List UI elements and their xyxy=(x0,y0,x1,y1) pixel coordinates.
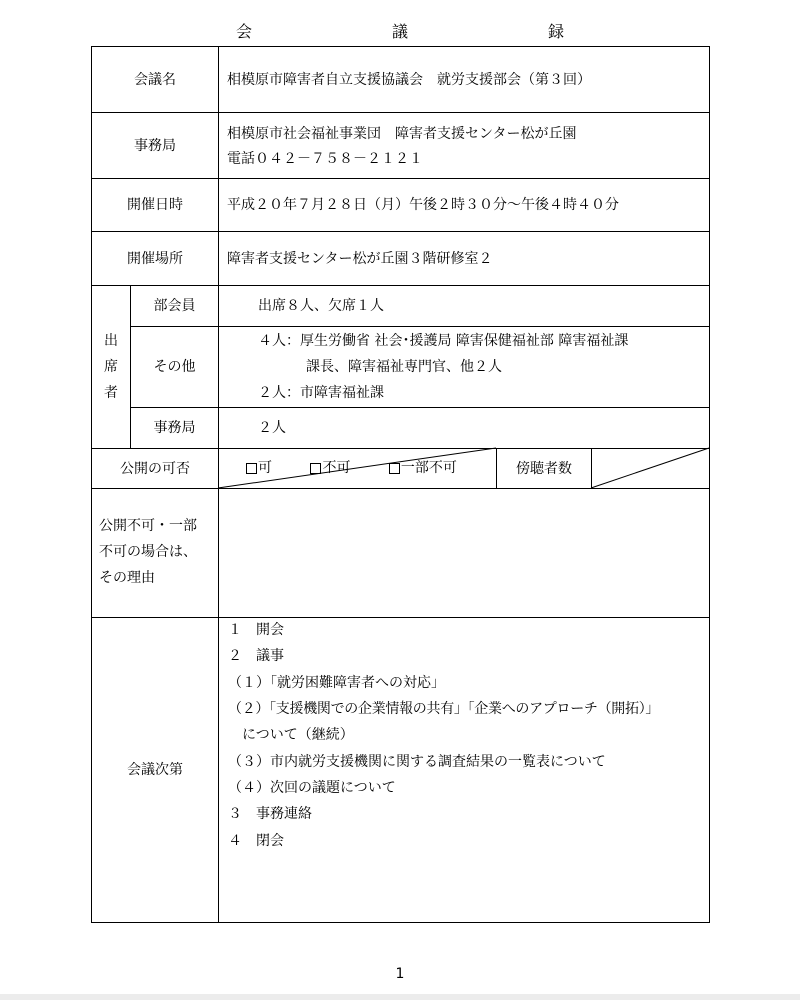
reason-label-line1: 公開不可・一部 xyxy=(99,518,197,534)
place-label: 開催場所 xyxy=(127,250,183,267)
agenda-label: 会議次第 xyxy=(127,762,183,778)
agenda-item-5: について（継続） xyxy=(228,727,354,743)
checkbox-icon xyxy=(389,463,400,474)
attendees-char-1: 出 xyxy=(104,333,118,349)
secretariat-phone: 電話０４２－７５８－２１２１ xyxy=(227,151,423,167)
members-value: 出席８人、欠席１人 xyxy=(258,298,384,314)
office-label: 事務局 xyxy=(153,420,196,436)
page-number: 1 xyxy=(395,966,405,982)
others-line1: ４人：厚生労働省 社会･援護局 障害保健福祉部 障害福祉課 xyxy=(258,333,629,349)
attendees-char-3: 者 xyxy=(104,385,118,401)
option-not-allowed[interactable]: 不可 xyxy=(310,458,350,478)
page-title: 会 議 録 xyxy=(235,22,626,41)
meeting-name-label: 会議名 xyxy=(134,71,176,88)
meeting-name-value: 相模原市障害者自立支援協議会 就労支援部会（第３回） xyxy=(227,71,591,88)
agenda-item-9: ４ 閉会 xyxy=(228,833,284,849)
attendees-char-2: 席 xyxy=(104,359,118,375)
date-label: 開催日時 xyxy=(127,197,183,213)
reason-label-line2: 不可の場合は、 xyxy=(99,544,197,560)
members-label: 部会員 xyxy=(153,298,196,314)
attendees-group-label xyxy=(92,286,130,448)
agenda-item-6: （３）市内就労支援機関に関する調査結果の一覧表について xyxy=(228,754,606,770)
disclosure-label: 公開の可否 xyxy=(120,460,190,477)
others-line3: ２人：市障害福祉課 xyxy=(258,385,384,401)
agenda-item-7: （４）次回の議題について xyxy=(228,780,396,796)
disclosure-options xyxy=(246,458,496,480)
reason-label-line3: その理由 xyxy=(99,570,155,586)
footer-bar xyxy=(0,994,800,1000)
checkbox-icon xyxy=(246,463,257,474)
agenda-item-4: （２）「支援機関での企業情報の共有」「企業へのアプローチ（開拓）」 xyxy=(228,701,660,717)
secretariat-line1: 相模原市社会福祉事業団 障害者支援センター松が丘園 xyxy=(227,126,577,142)
checkbox-icon xyxy=(310,463,321,474)
agenda-item-8: ３ 事務連絡 xyxy=(228,806,312,822)
others-label: その他 xyxy=(153,359,196,375)
office-value: ２人 xyxy=(258,420,286,436)
agenda-item-3: （１）「就労困難障害者への対応」 xyxy=(228,675,445,691)
observers-label: 傍聴者数 xyxy=(516,460,572,477)
option-allowed[interactable]: 可 xyxy=(246,458,272,478)
date-value: 平成２０年７月２８日（月）午後２時３０分～午後４時４０分 xyxy=(227,197,619,213)
agenda-item-1: １ 開会 xyxy=(228,622,284,638)
option-partially-not-allowed[interactable]: 一部不可 xyxy=(389,458,457,478)
others-line2: 課長、障害福祉専門官、他２人 xyxy=(306,359,502,375)
place-value: 障害者支援センター松が丘園３階研修室２ xyxy=(227,250,493,267)
secretariat-label: 事務局 xyxy=(134,137,176,154)
agenda-item-2: ２ 議事 xyxy=(228,648,284,664)
